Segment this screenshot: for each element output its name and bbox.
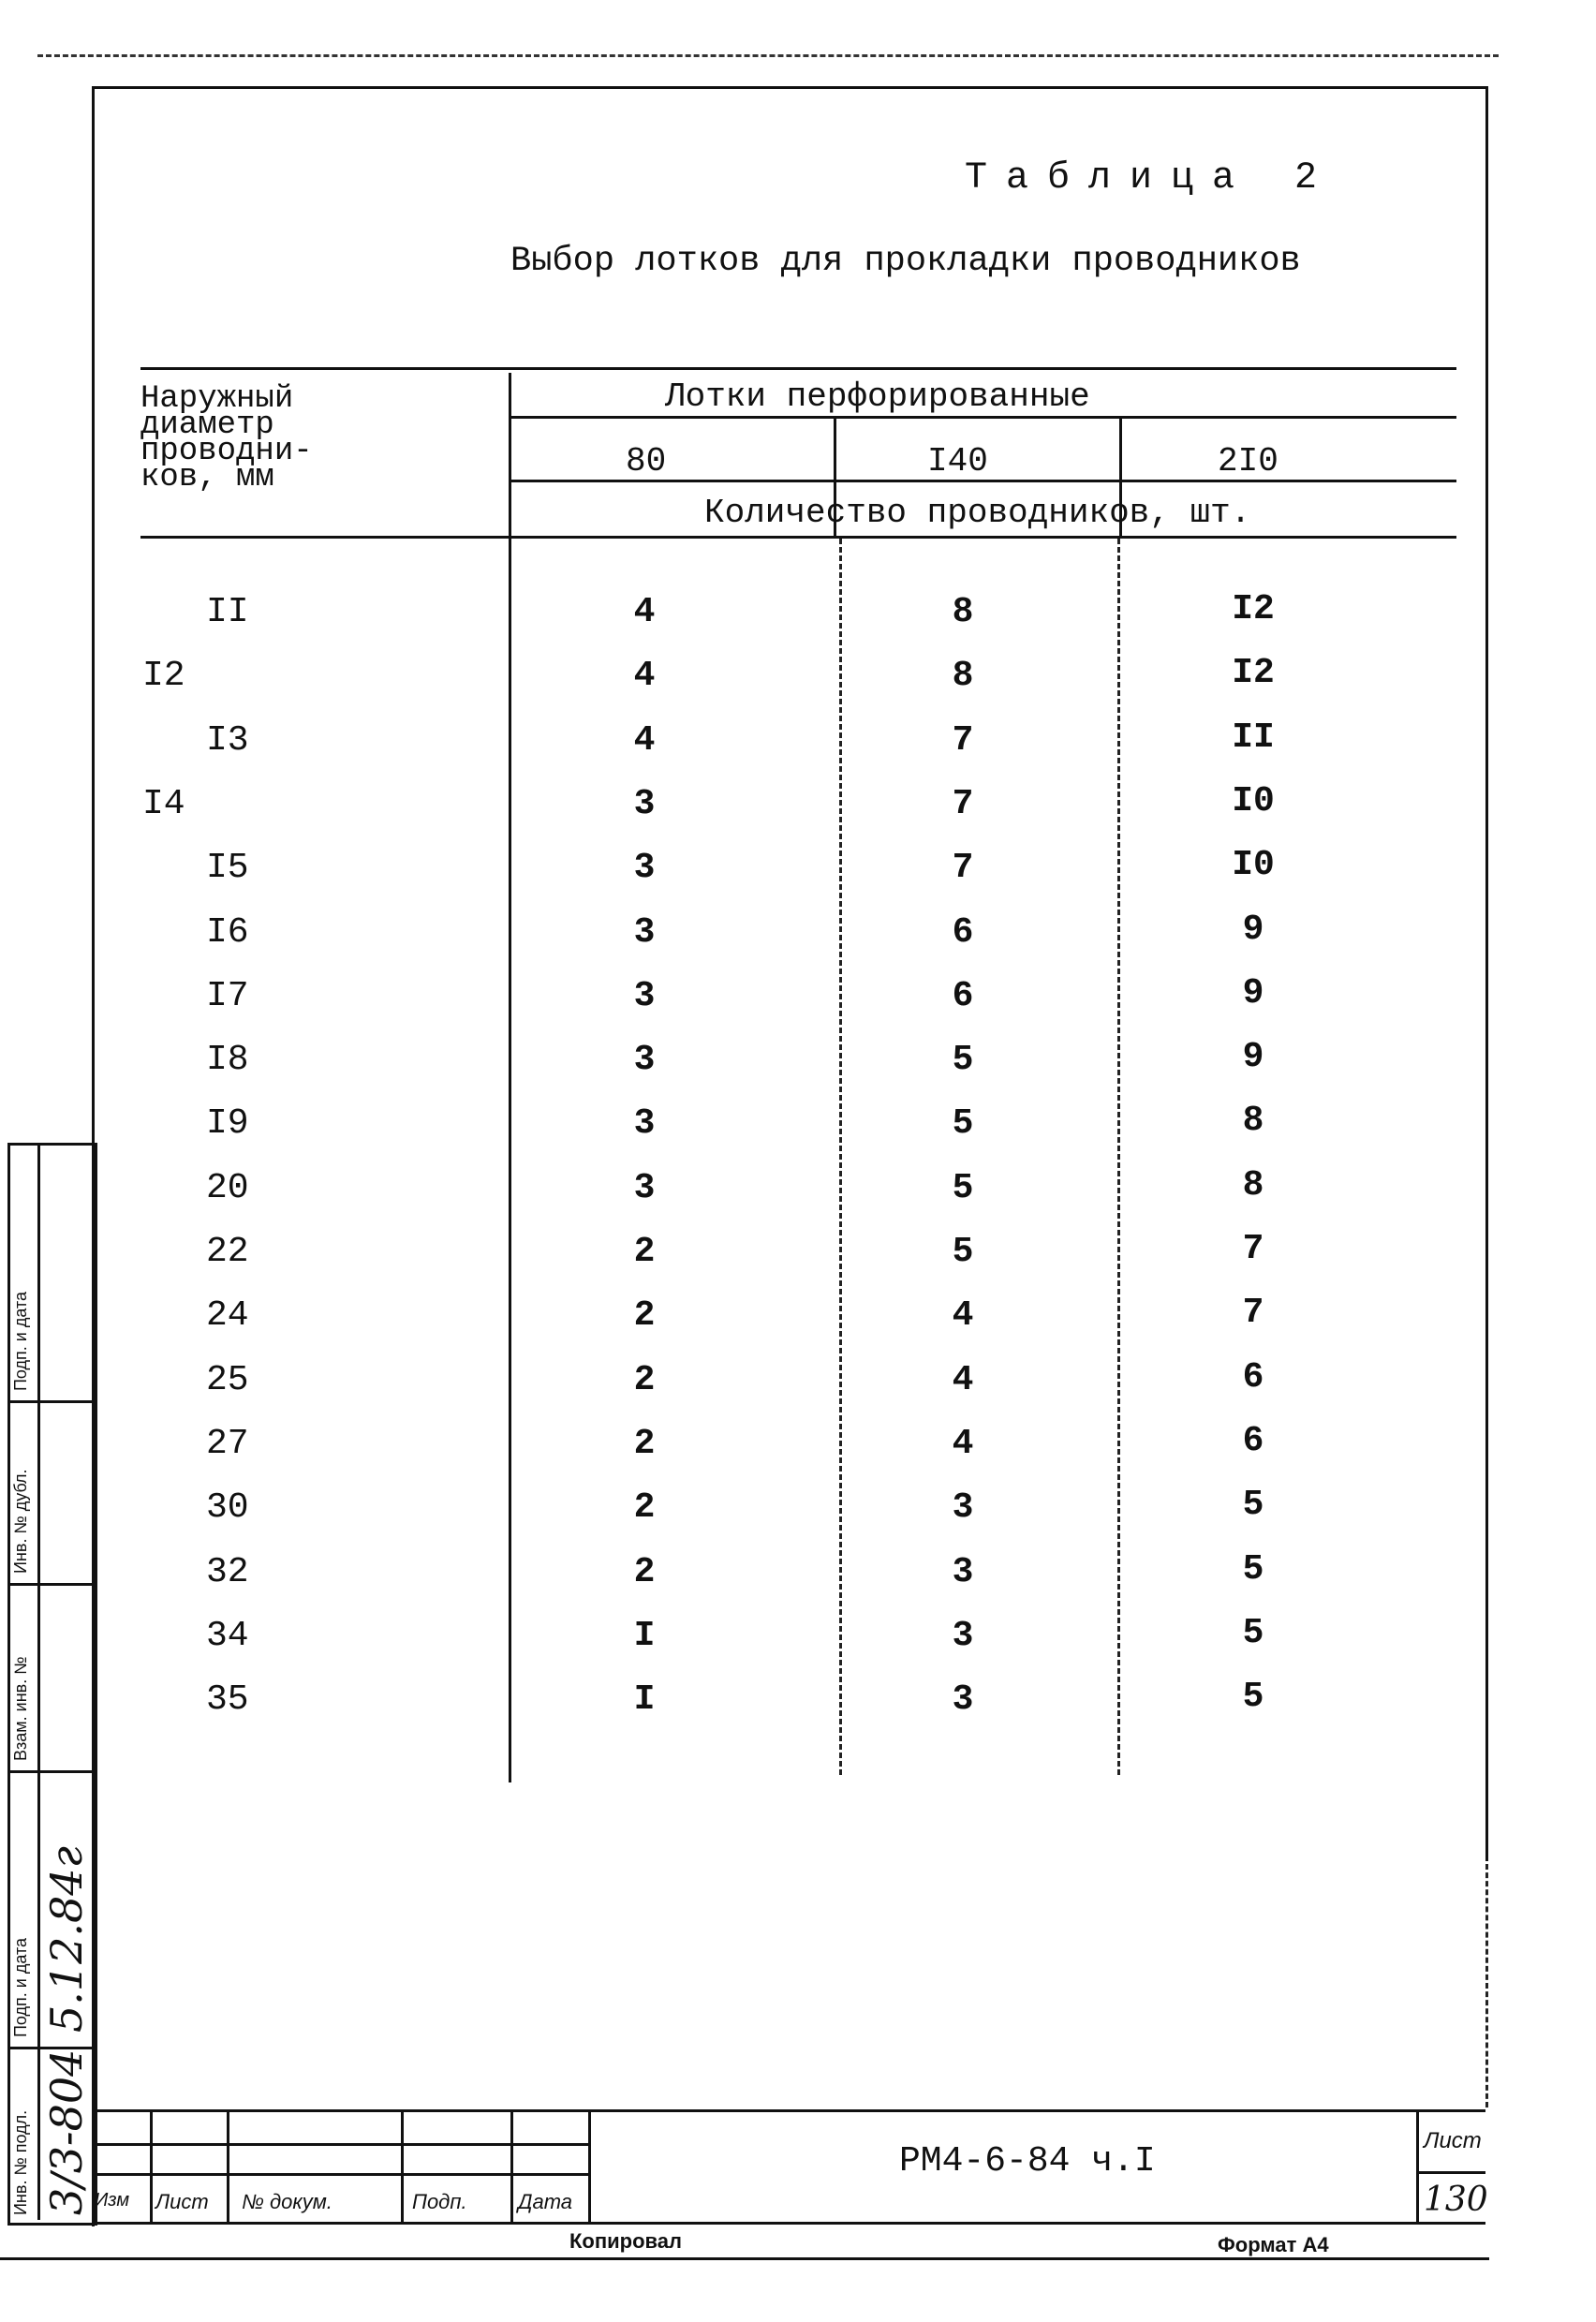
count-80-cell: 3 <box>633 784 656 824</box>
count-header: Количество проводников, шт. <box>704 494 1251 532</box>
diameter-cell: 24 <box>206 1295 249 1336</box>
tb-col-list: Лист <box>155 2190 209 2213</box>
tb-col-date: Дата <box>518 2190 573 2213</box>
table-caption: Таблица 2 <box>965 157 1337 200</box>
count-140-cell: 4 <box>952 1360 974 1400</box>
side-label-sign-date-1: Подп. и дата <box>11 1291 30 1391</box>
side-label-replace-inv: Взам. инв. № <box>11 1656 30 1761</box>
count-140-cell: 6 <box>952 976 974 1016</box>
tb-col-3 <box>401 2109 404 2222</box>
count-140-cell: 3 <box>952 1679 974 1720</box>
count-210-cell: I2 <box>1232 653 1275 693</box>
count-80-cell: 3 <box>633 848 656 888</box>
count-210-cell: 5 <box>1242 1549 1264 1590</box>
count-210-cell: I2 <box>1232 589 1275 629</box>
title-block-row <box>92 2173 588 2176</box>
diameter-cell: 30 <box>206 1487 249 1528</box>
width-210: 2I0 <box>1218 442 1278 481</box>
side-stamp-row-3 <box>7 1770 92 1773</box>
count-140-cell: 5 <box>952 1168 974 1208</box>
count-140-cell: 3 <box>952 1552 974 1592</box>
count-210-cell: 8 <box>1242 1165 1264 1205</box>
side-label-sign-date-2: Подп. и дата <box>11 1937 30 2037</box>
count-80-cell: I <box>633 1616 656 1656</box>
count-80-cell: 3 <box>633 912 656 953</box>
count-210-cell: 5 <box>1242 1613 1264 1653</box>
count-80-cell: 2 <box>633 1232 656 1272</box>
title-block-mid <box>92 2143 588 2146</box>
count-140-cell: 8 <box>952 592 974 632</box>
top-cut-line <box>37 54 1499 57</box>
count-80-cell: 2 <box>633 1424 656 1464</box>
count-210-cell: 9 <box>1242 973 1264 1013</box>
diameter-cell: 35 <box>206 1679 249 1720</box>
diameter-cell: 20 <box>206 1168 249 1208</box>
frame-right <box>1485 86 1488 1861</box>
count-140-cell: 7 <box>952 720 974 761</box>
handwritten-inv-number: 3/3-804 <box>41 2048 92 2215</box>
tb-col-2 <box>227 2109 229 2222</box>
count-80-cell: 2 <box>633 1295 656 1336</box>
count-140-cell: 4 <box>952 1295 974 1336</box>
count-140-cell: 4 <box>952 1424 974 1464</box>
format-label: Формат А4 <box>1218 2233 1329 2256</box>
side-label-dup-inv: Инв. № дубл. <box>11 1469 30 1574</box>
width-140: I40 <box>927 442 988 481</box>
header-bottom-rule <box>140 536 1456 539</box>
col-divider-3 <box>1117 539 1120 1775</box>
count-80-cell: 4 <box>633 656 656 696</box>
diameter-cell: I5 <box>206 848 249 888</box>
count-140-cell: 7 <box>952 848 974 888</box>
col-divider-1 <box>509 373 511 1782</box>
copied-by-label: Копировал <box>569 2229 683 2253</box>
diameter-cell: I8 <box>206 1040 249 1080</box>
count-80-cell: 3 <box>633 1168 656 1208</box>
diameter-cell: 34 <box>206 1616 249 1656</box>
trays-header: Лотки перфорированные <box>665 377 1090 416</box>
diameter-cell: I6 <box>206 912 249 953</box>
handwritten-date: 5.12.84г <box>41 1846 92 2033</box>
tb-col-sign: Подп. <box>412 2190 467 2213</box>
diameter-cell: I3 <box>206 720 249 761</box>
tb-col-4 <box>510 2109 513 2222</box>
count-140-cell: 7 <box>952 784 974 824</box>
document-code: РМ4-6-84 ч.I <box>899 2141 1156 2181</box>
diameter-cell: I4 <box>142 784 185 824</box>
count-80-cell: 3 <box>633 1040 656 1080</box>
count-140-cell: 5 <box>952 1232 974 1272</box>
count-80-cell: 2 <box>633 1552 656 1592</box>
count-140-cell: 5 <box>952 1103 974 1144</box>
count-210-cell: I0 <box>1232 781 1275 821</box>
frame-top <box>92 86 1485 89</box>
count-210-cell: 8 <box>1242 1101 1264 1141</box>
trays-rule <box>510 416 1456 419</box>
diameter-cell: 27 <box>206 1424 249 1464</box>
count-140-cell: 6 <box>952 912 974 953</box>
diameter-cell: 25 <box>206 1360 249 1400</box>
sheet-number: 130 <box>1424 2181 1488 2219</box>
tb-col-5 <box>588 2109 591 2222</box>
tb-sheet-divider <box>1416 2171 1485 2174</box>
count-140-cell: 3 <box>952 1616 974 1656</box>
side-stamp-row-1 <box>7 1400 92 1403</box>
diameter-cell: I7 <box>206 976 249 1016</box>
count-210-cell: 5 <box>1242 1677 1264 1717</box>
count-210-cell: II <box>1232 717 1275 758</box>
count-80-cell: 2 <box>633 1487 656 1528</box>
width-80: 80 <box>626 442 667 481</box>
count-80-cell: 2 <box>633 1360 656 1400</box>
side-label-orig-inv: Инв. № подл. <box>11 2109 30 2215</box>
side-stamp-divider <box>37 1143 40 2220</box>
table-top-rule <box>140 367 1456 370</box>
count-140-cell: 3 <box>952 1487 974 1528</box>
count-210-cell: 9 <box>1242 910 1264 950</box>
count-210-cell: 9 <box>1242 1037 1264 1077</box>
count-80-cell: 3 <box>633 1103 656 1144</box>
count-210-cell: 6 <box>1242 1421 1264 1461</box>
footer-rule <box>0 2257 1489 2260</box>
tb-col-izm: Изм <box>95 2190 130 2211</box>
frame-right-dashed <box>1485 1864 1488 2108</box>
count-140-cell: 8 <box>952 656 974 696</box>
title-block-top <box>92 2109 1485 2112</box>
tb-col-sheet <box>1416 2109 1419 2222</box>
count-80-cell: 3 <box>633 976 656 1016</box>
count-210-cell: 6 <box>1242 1357 1264 1398</box>
table-subtitle: Выбор лотков для прокладки проводников <box>510 242 1301 281</box>
tb-col-1 <box>150 2109 153 2222</box>
count-210-cell: 5 <box>1242 1485 1264 1525</box>
count-140-cell: 5 <box>952 1040 974 1080</box>
count-210-cell: 7 <box>1242 1293 1264 1333</box>
diameter-cell: 22 <box>206 1232 249 1272</box>
title-block-bottom <box>92 2222 1485 2225</box>
count-210-cell: 7 <box>1242 1229 1264 1269</box>
count-80-cell: I <box>633 1679 656 1720</box>
diameter-cell: 32 <box>206 1552 249 1592</box>
side-stamp-row-2 <box>7 1583 92 1586</box>
tb-col-doc: № докум. <box>242 2190 332 2213</box>
diameter-cell: I9 <box>206 1103 249 1144</box>
count-80-cell: 4 <box>633 720 656 761</box>
col-divider-2 <box>839 539 842 1775</box>
count-80-cell: 4 <box>633 592 656 632</box>
sheet-label: Лист <box>1424 2128 1482 2153</box>
diameter-cell: I2 <box>142 656 185 696</box>
diameter-header: Наружный диаметр проводни- ков, мм <box>140 381 313 495</box>
diameter-cell: II <box>206 592 249 632</box>
count-210-cell: I0 <box>1232 845 1275 885</box>
